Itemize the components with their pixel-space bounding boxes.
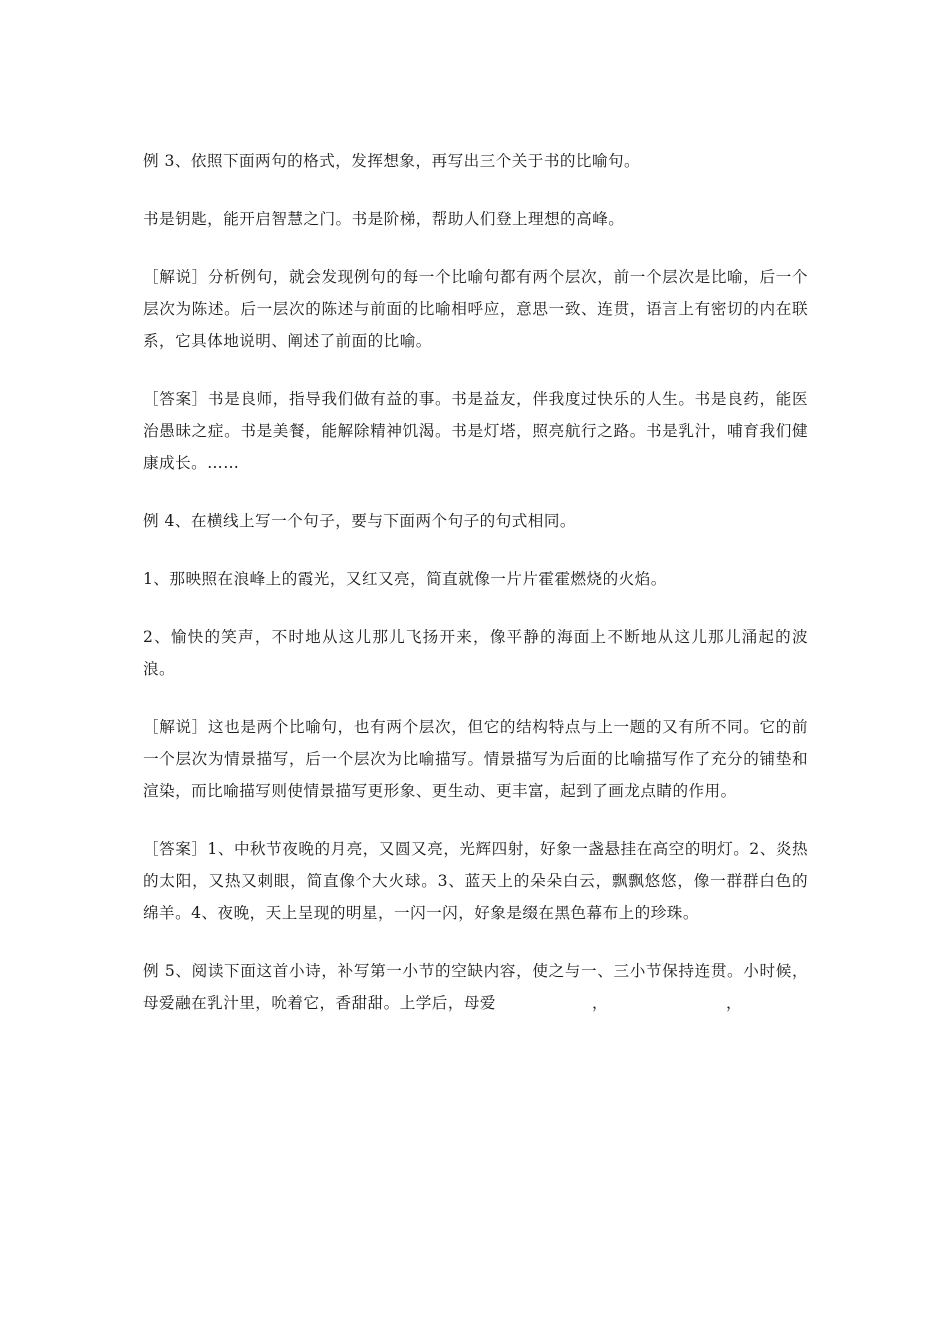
example-4-sentence-2: 2、愉快的笑声，不时地从这儿那儿飞扬开来，像平静的海面上不断地从这儿那儿涌起的波浪。 (143, 628, 808, 678)
comma-2: ， (726, 994, 743, 1012)
example-3-sample-sentences: 书是钥匙，能开启智慧之门。书是阶梯，帮助人们登上理想的高峰。 (143, 210, 625, 228)
example-4-sentence-1: 1、那映照在浪峰上的霞光，又红又亮，简直就像一片片霍霍燃烧的火焰。 (143, 570, 667, 588)
example-5-question (143, 955, 808, 1019)
comma-1: ， (591, 994, 609, 1012)
example-3-question: 例 3、依照下面两句的格式，发挥想象，再写出三个关于书的比喻句。 (143, 152, 641, 170)
example-4-answer: ［答案］1、中秋节夜晚的月亮，又圆又亮，光辉四射，好象一盏悬挂在高空的明灯。2、炎热的太阳，又热又刺眼，简直像个大火球。3、蓝天上的朵朵白云，飘飘悠悠，像一群群白色的绵羊。4、夜晚，天上呈现的明星，一闪一闪，好象是缀在黑色幕布上的珍珠。 (143, 840, 808, 922)
example-3-explanation: ［解说］分析例句，就会发现例句的每一个比喻句都有两个层次，前一个层次是比喻，后一个层次为陈述。后一层次的陈述与前面的比喻相呼应，意思一致、连贯，语言上有密切的内在联系，它具体地说明、阐述了前面的比喻。 (143, 268, 808, 350)
document-body (143, 145, 808, 1019)
example-4-question: 例 4、在横线上写一个句子，要与下面两个句子的句式相同。 (143, 512, 576, 530)
example-4-explanation: ［解说］这也是两个比喻句，也有两个层次，但它的结构特点与上一题的又有所不同。它的前一个层次为情景描写，后一个层次为比喻描写。情景描写为后面的比喻描写作了充分的铺垫和渲染，而比喻描写则使情景描写更形象、更生动、更丰富，起到了画龙点睛的作用。 (143, 718, 808, 800)
example-3-answer: ［答案］书是良师，指导我们做有益的事。书是益友，伴我度过快乐的人生。书是良药，能医治愚昧之症。书是美餐，能解除精神饥渴。书是灯塔，照亮航行之路。书是乳汁，哺育我们健康成长。…… (143, 390, 808, 472)
example-5-text: 例 5、阅读下面这首小诗，补写第一小节的空缺内容，使之与一、三小节保持连贯。小时候，母爱融在乳汁里，吮着它，香甜甜。上学后，母爱 (143, 962, 808, 1012)
